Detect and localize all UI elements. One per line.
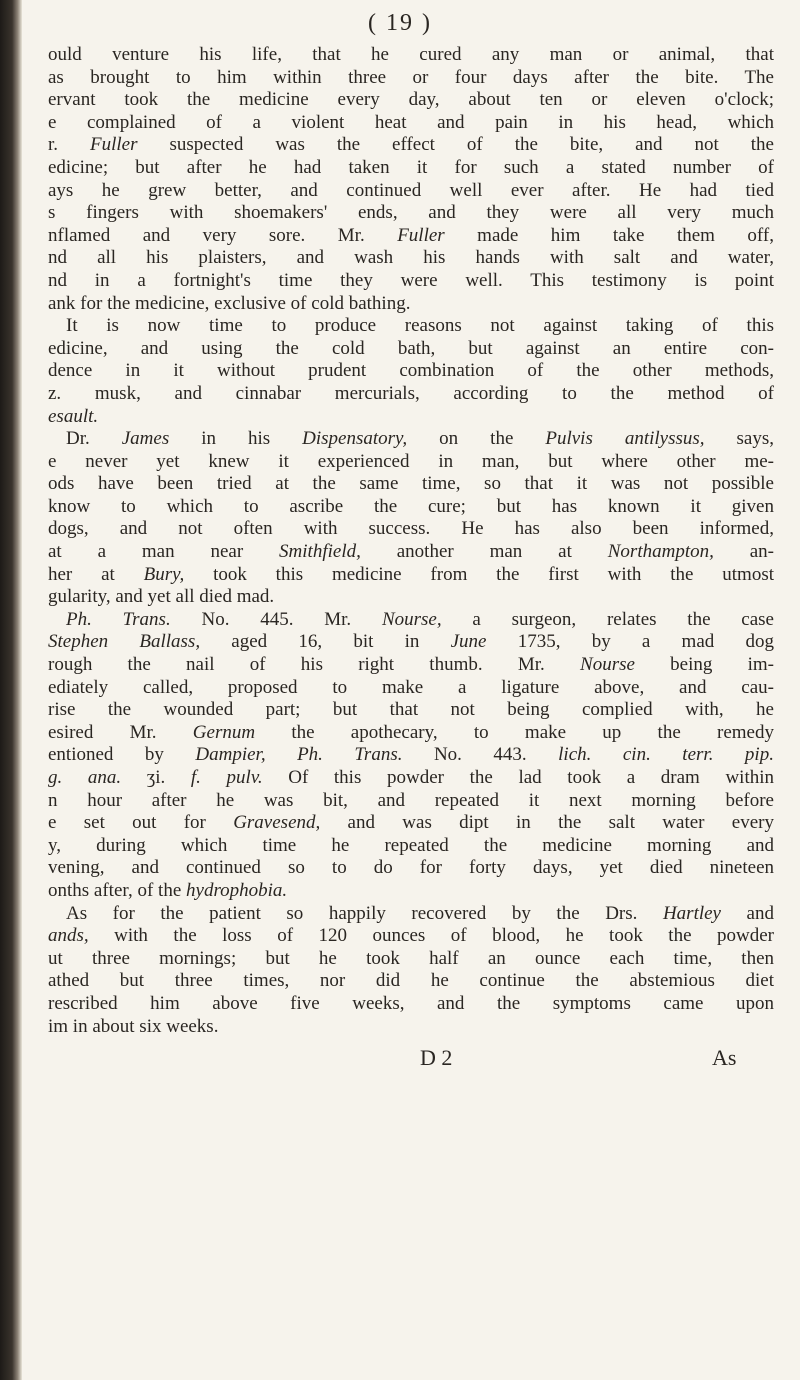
text-segment: As for the patient so happily recovered by the Drs. [66, 902, 663, 924]
italic-text: Smithfield, [279, 541, 361, 563]
text-segment: rescribed him above five weeks, and the symptoms came upon [48, 992, 774, 1014]
text-segment: rise the wounded part; but that not being complied with, he [48, 699, 774, 721]
text-segment: e set out for [48, 812, 234, 834]
text-segment: with the loss of 120 ounces of blood, he took the powder [88, 925, 774, 947]
text-segment: s fingers with shoemakers' ends, and they were all very much [48, 202, 774, 224]
text-line [48, 360, 774, 383]
text-segment: nd in a fortnight's time they were well. This testimony is point [48, 269, 774, 291]
text-line [48, 270, 774, 293]
text-segment: athed but three times, nor did he continue the abstemious diet [48, 970, 774, 992]
text-line [48, 44, 774, 67]
italic-text: Stephen Ballass, [48, 631, 201, 653]
text-segment: 1735, by a mad dog [486, 631, 774, 653]
text-segment: n hour after he was bit, and repeated it next morning before [48, 789, 774, 811]
text-segment: and [721, 902, 774, 924]
text-line [48, 180, 774, 203]
italic-text: Bury, [143, 563, 185, 585]
text-line [48, 496, 774, 519]
text-segment: the apothecary, to make up the remedy [255, 721, 774, 743]
text-line [48, 993, 774, 1016]
text-segment: y, during which time he repeated the medicine morning and [48, 834, 774, 856]
italic-text: Dampier, Ph. Trans. [195, 744, 403, 766]
text-segment: ank for the medicine, exclusive of cold bathing. [48, 292, 411, 314]
italic-text: Northampton, [607, 541, 714, 563]
text-segment: being im- [634, 654, 774, 676]
text-line [48, 473, 774, 496]
text-segment: gularity, and yet all died mad. [48, 586, 275, 608]
text-line [48, 903, 774, 926]
text-segment: im in about six weeks. [48, 1015, 219, 1037]
text-segment: a surgeon, relates the case [441, 608, 774, 630]
text-segment: ediately called, proposed to make a ligature above, and cau- [48, 676, 774, 698]
text-segment: know to which to ascribe the cure; but has known it given [48, 495, 774, 517]
page-footer [0, 1045, 800, 1075]
text-line [48, 609, 774, 632]
text-segment: suspected was the effect of the bite, and not the [137, 134, 774, 156]
text-line [48, 654, 774, 677]
text-line [48, 134, 774, 157]
text-segment: ervant took the medicine every day, about ten or eleven o'clock; [48, 89, 774, 111]
text-segment: vening, and continued so to do for forty days, yet died nineteen [48, 857, 774, 879]
text-line [48, 812, 774, 835]
text-segment: entioned by [48, 744, 196, 766]
text-segment: No. 443. [402, 744, 559, 766]
text-segment: r. [48, 134, 91, 156]
text-segment: z. musk, and cinnabar mercurials, according to the method of [48, 382, 774, 404]
italic-text: g. ana. [48, 767, 122, 788]
text-segment: her at [48, 563, 144, 585]
text-line [48, 112, 774, 135]
italic-text: esault. [48, 405, 99, 427]
italic-text: James [121, 428, 170, 450]
text-line [48, 970, 774, 993]
text-segment: says, [704, 428, 774, 450]
text-segment: ʒi. [121, 767, 191, 788]
italic-text: Dispensatory, [302, 428, 408, 450]
italic-text: Fuller [90, 134, 138, 156]
text-line [48, 880, 774, 903]
text-segment: edicine; but after he had taken it for such a stated number of [48, 156, 774, 178]
signature-mark: D 2 [420, 1045, 453, 1070]
text-segment: ods have been tried at the same time, so that it was not possible [48, 473, 774, 495]
text-segment: on the [407, 428, 546, 450]
catchword: As [712, 1045, 737, 1070]
text-line [48, 383, 774, 406]
text-segment: rough the nail of his right thumb. Mr. [48, 654, 581, 676]
italic-text: ands, [48, 925, 89, 947]
text-line [48, 157, 774, 180]
italic-text: Ph. Trans. [66, 608, 171, 630]
text-segment: at a man near [48, 541, 280, 563]
italic-text: June [450, 631, 487, 653]
text-line [48, 225, 774, 248]
text-segment: edicine, and using the cold bath, but against an entire con- [48, 337, 774, 359]
text-segment: took this medicine from the first with the utmost [184, 563, 774, 585]
text-line [48, 857, 774, 880]
text-line [48, 89, 774, 112]
text-segment: It is now time to produce reasons not against taking of this [66, 315, 774, 337]
text-line [48, 677, 774, 700]
text-line [48, 315, 774, 338]
text-segment: an- [713, 541, 774, 563]
italic-text: f. pulv. [190, 767, 263, 788]
text-segment: made him take them off, [444, 224, 774, 246]
italic-text: lich. cin. terr. pip. [558, 744, 774, 766]
text-segment: esired Mr. [48, 721, 193, 743]
text-line [48, 428, 774, 451]
text-segment: nflamed and very sore. Mr. [48, 224, 398, 246]
italic-text: Gravesend, [233, 812, 321, 834]
text-line [48, 338, 774, 361]
italic-text: Hartley [662, 902, 721, 924]
italic-text: Nourse [580, 654, 635, 676]
text-segment: Dr. [66, 428, 122, 450]
text-line [48, 948, 774, 971]
text-segment: ays he grew better, and continued well ever after. He had tied [48, 179, 774, 201]
text-segment: Of this powder the lad took a dram within [262, 767, 774, 788]
text-segment: ould venture his life, that he cured any man or animal, that [48, 44, 774, 65]
text-line [48, 67, 774, 90]
text-line [48, 835, 774, 858]
text-segment: No. 445. Mr. [170, 608, 382, 630]
italic-text: Gernum [192, 721, 256, 743]
text-segment: dence in it without prudent combination of the other methods, [48, 360, 774, 382]
text-segment: and was dipt in the salt water every [320, 812, 774, 834]
text-segment: e complained of a violent heat and pain in his head, which [48, 111, 774, 133]
text-line [48, 293, 774, 316]
text-segment: dogs, and not often with success. He has also been informed, [48, 518, 774, 540]
text-segment: nd all his plaisters, and wash his hands with salt and water, [48, 247, 774, 269]
page-number: ( 19 ) [368, 10, 432, 36]
binding-gutter [0, 0, 22, 1380]
text-line [48, 451, 774, 474]
text-line [48, 744, 774, 767]
text-line [48, 518, 774, 541]
text-line [48, 202, 774, 225]
text-line [48, 247, 774, 270]
text-segment: onths after, of the [48, 879, 187, 901]
text-line [48, 631, 774, 654]
text-segment: in his [169, 428, 303, 450]
text-segment: another man at [360, 541, 608, 563]
text-segment: e never yet knew it experienced in man, but where other me- [48, 450, 774, 472]
text-segment: as brought to him within three or four days after the bite. The [48, 66, 774, 88]
text-line [48, 925, 774, 948]
body-text [48, 44, 774, 1038]
text-line [48, 564, 774, 587]
text-line [48, 586, 774, 609]
italic-text: Fuller [397, 224, 445, 246]
text-segment: aged 16, bit in [200, 631, 451, 653]
italic-text: hydrophobia. [186, 879, 288, 901]
text-line [48, 767, 774, 790]
italic-text: Pulvis antilyssus, [545, 428, 705, 450]
text-line [48, 722, 774, 745]
text-line [48, 541, 774, 564]
text-line [48, 699, 774, 722]
italic-text: Nourse, [381, 608, 442, 630]
text-line [48, 406, 774, 429]
text-line [48, 790, 774, 813]
text-line [48, 1016, 774, 1039]
text-segment: ut three mornings; but he took half an ounce each time, then [48, 947, 774, 969]
